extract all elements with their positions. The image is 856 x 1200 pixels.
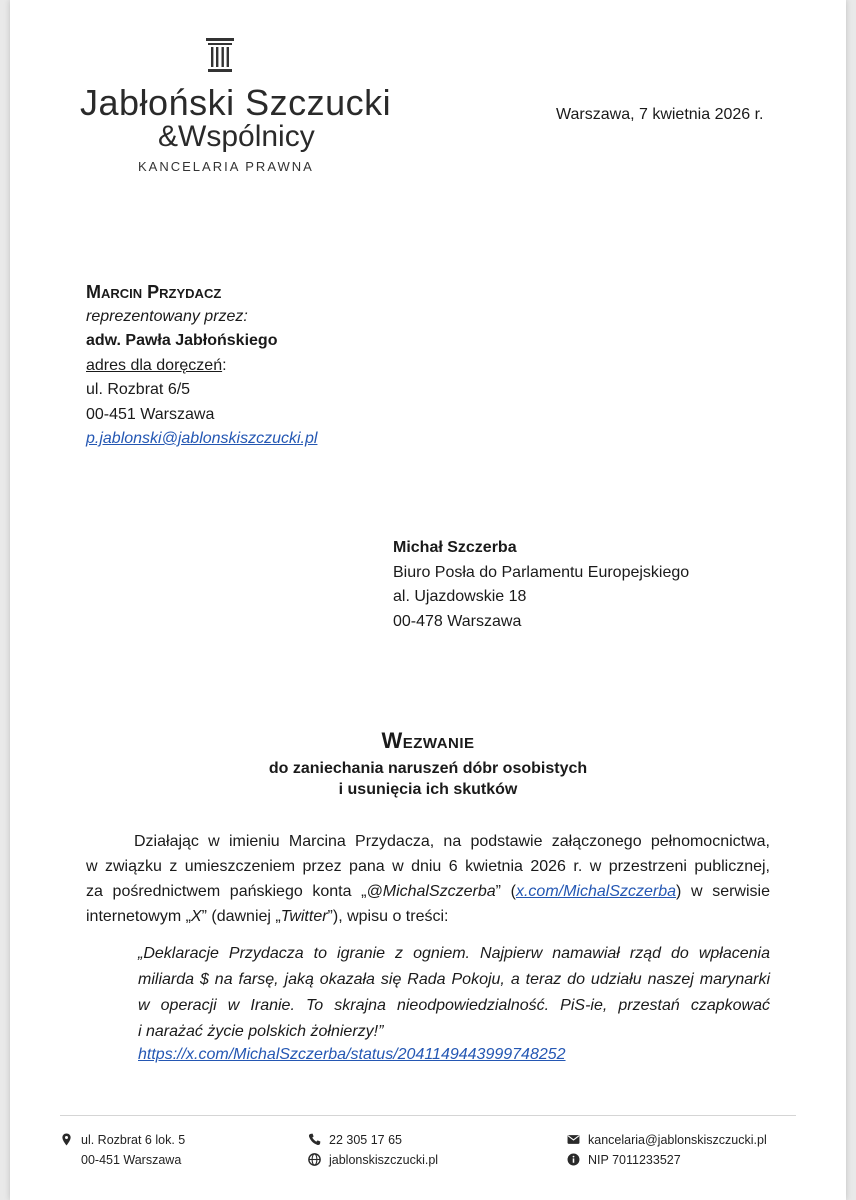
footer-divider — [60, 1115, 796, 1116]
quote-line-3: w operacji w Iranie. To skrajna nieodpowiedzialność. PiS-ie, przestań czapkować — [138, 997, 770, 1014]
letter-date: Warszawa, 7 kwietnia 2026 r. — [556, 106, 764, 123]
location-pin-icon — [60, 1133, 73, 1146]
footer-address-line-2: 00-451 Warszawa — [81, 1153, 182, 1167]
footer-website[interactable]: jablonskiszczucki.pl — [329, 1153, 439, 1167]
body-line-3-a: za pośrednictwem pańskiego konta „ — [86, 883, 367, 900]
document-title — [10, 728, 846, 800]
body-line-4-b: ” (dawniej „ — [201, 908, 281, 925]
letter-page — [10, 0, 846, 1200]
sender-represented-by: reprezentowany przez: — [86, 307, 248, 325]
footer-contact — [308, 1130, 438, 1170]
body-line-3 — [86, 879, 770, 904]
recipient-name: Michał Szczerba — [393, 539, 517, 556]
body-line-1 — [86, 829, 770, 854]
sender-city: 00-451 Warszawa — [86, 405, 215, 423]
x-handle: @MichalSzczerba — [366, 883, 496, 900]
address-label-text: adres dla doręczeń — [86, 356, 223, 374]
firm-name: Jabłoński Szczucki — [80, 82, 392, 123]
recipient-city: 00-478 Warszawa — [393, 612, 522, 630]
phone-icon — [308, 1133, 321, 1146]
sender-email-link[interactable]: p.jablonski@jablonskiszczucki.pl — [86, 430, 318, 447]
sender-block — [86, 280, 317, 452]
title-sub-line-1: do zaniechania naruszeń dóbr osobistych — [268, 760, 588, 777]
body-line-2: w związku z umieszczeniem przez pana w dniu 6 kwietnia 2026 r. w przestrzeni publicznej, — [86, 858, 770, 875]
title-main: Wezwanie — [381, 728, 475, 753]
body-line-4-c: ”), wpisu o treści: — [327, 908, 449, 925]
quote-line-1: „Deklaracje Przydacza to igranie z ogniem. Najpierw namawiał rząd do wpłacenia — [138, 945, 770, 962]
footer-address-line-1: ul. Rozbrat 6 lok. 5 — [81, 1133, 186, 1147]
body-line-4-a: internetowym „ — [86, 908, 191, 925]
firm-name-suffix: &Wspólnicy — [158, 120, 315, 153]
quote-line-4: i narażać życie polskich żołnierzy!” — [138, 1023, 384, 1040]
sender-address-label: adres dla doręczeń: — [86, 356, 227, 374]
service-name-twitter: Twitter — [280, 908, 328, 925]
x-profile-link[interactable]: x.com/MichalSzczerba — [515, 883, 677, 900]
quoted-post — [138, 941, 770, 1045]
body-paragraph — [86, 829, 770, 929]
envelope-icon — [567, 1133, 580, 1146]
footer-nip: NIP 7011233527 — [588, 1153, 681, 1167]
recipient-block — [393, 536, 689, 634]
title-sub-line-2: i usunięcia ich skutków — [338, 781, 518, 798]
body-line-3-b: ” ( — [495, 883, 516, 900]
body-line-4 — [86, 904, 770, 929]
quote-line-2: miliarda $ na farsę, jaką okazała się Rada Pokoju, a teraz do udziału naszej marynarki — [138, 971, 770, 988]
service-name-x: X — [190, 908, 202, 925]
post-status-link[interactable]: https://x.com/MichalSzczerba/status/2041149443999748252 — [138, 1046, 566, 1063]
sender-attorney: adw. Pawła Jabłońskiego — [86, 332, 278, 349]
footer-address — [60, 1130, 185, 1170]
footer-phone: 22 305 17 65 — [329, 1133, 402, 1147]
body-line-3-c: ) w serwisie — [676, 883, 770, 900]
body-line-1-text: Działając w imieniu Marcina Przydacza, na podstawie załączonego pełnomocnictwa, — [134, 833, 770, 850]
sender-name: Marcin Przydacz — [86, 282, 222, 302]
globe-icon — [308, 1153, 321, 1166]
sender-street: ul. Rozbrat 6/5 — [86, 381, 191, 398]
footer-email-nip — [567, 1130, 767, 1170]
pillar-logo-icon — [206, 38, 234, 72]
recipient-office: Biuro Posła do Parlamentu Europejskiego — [393, 563, 690, 581]
recipient-street: al. Ujazdowskie 18 — [393, 588, 527, 605]
footer-email[interactable]: kancelaria@jablonskiszczucki.pl — [588, 1133, 767, 1147]
info-icon — [567, 1153, 580, 1166]
firm-tagline: KANCELARIA PRAWNA — [138, 159, 314, 174]
